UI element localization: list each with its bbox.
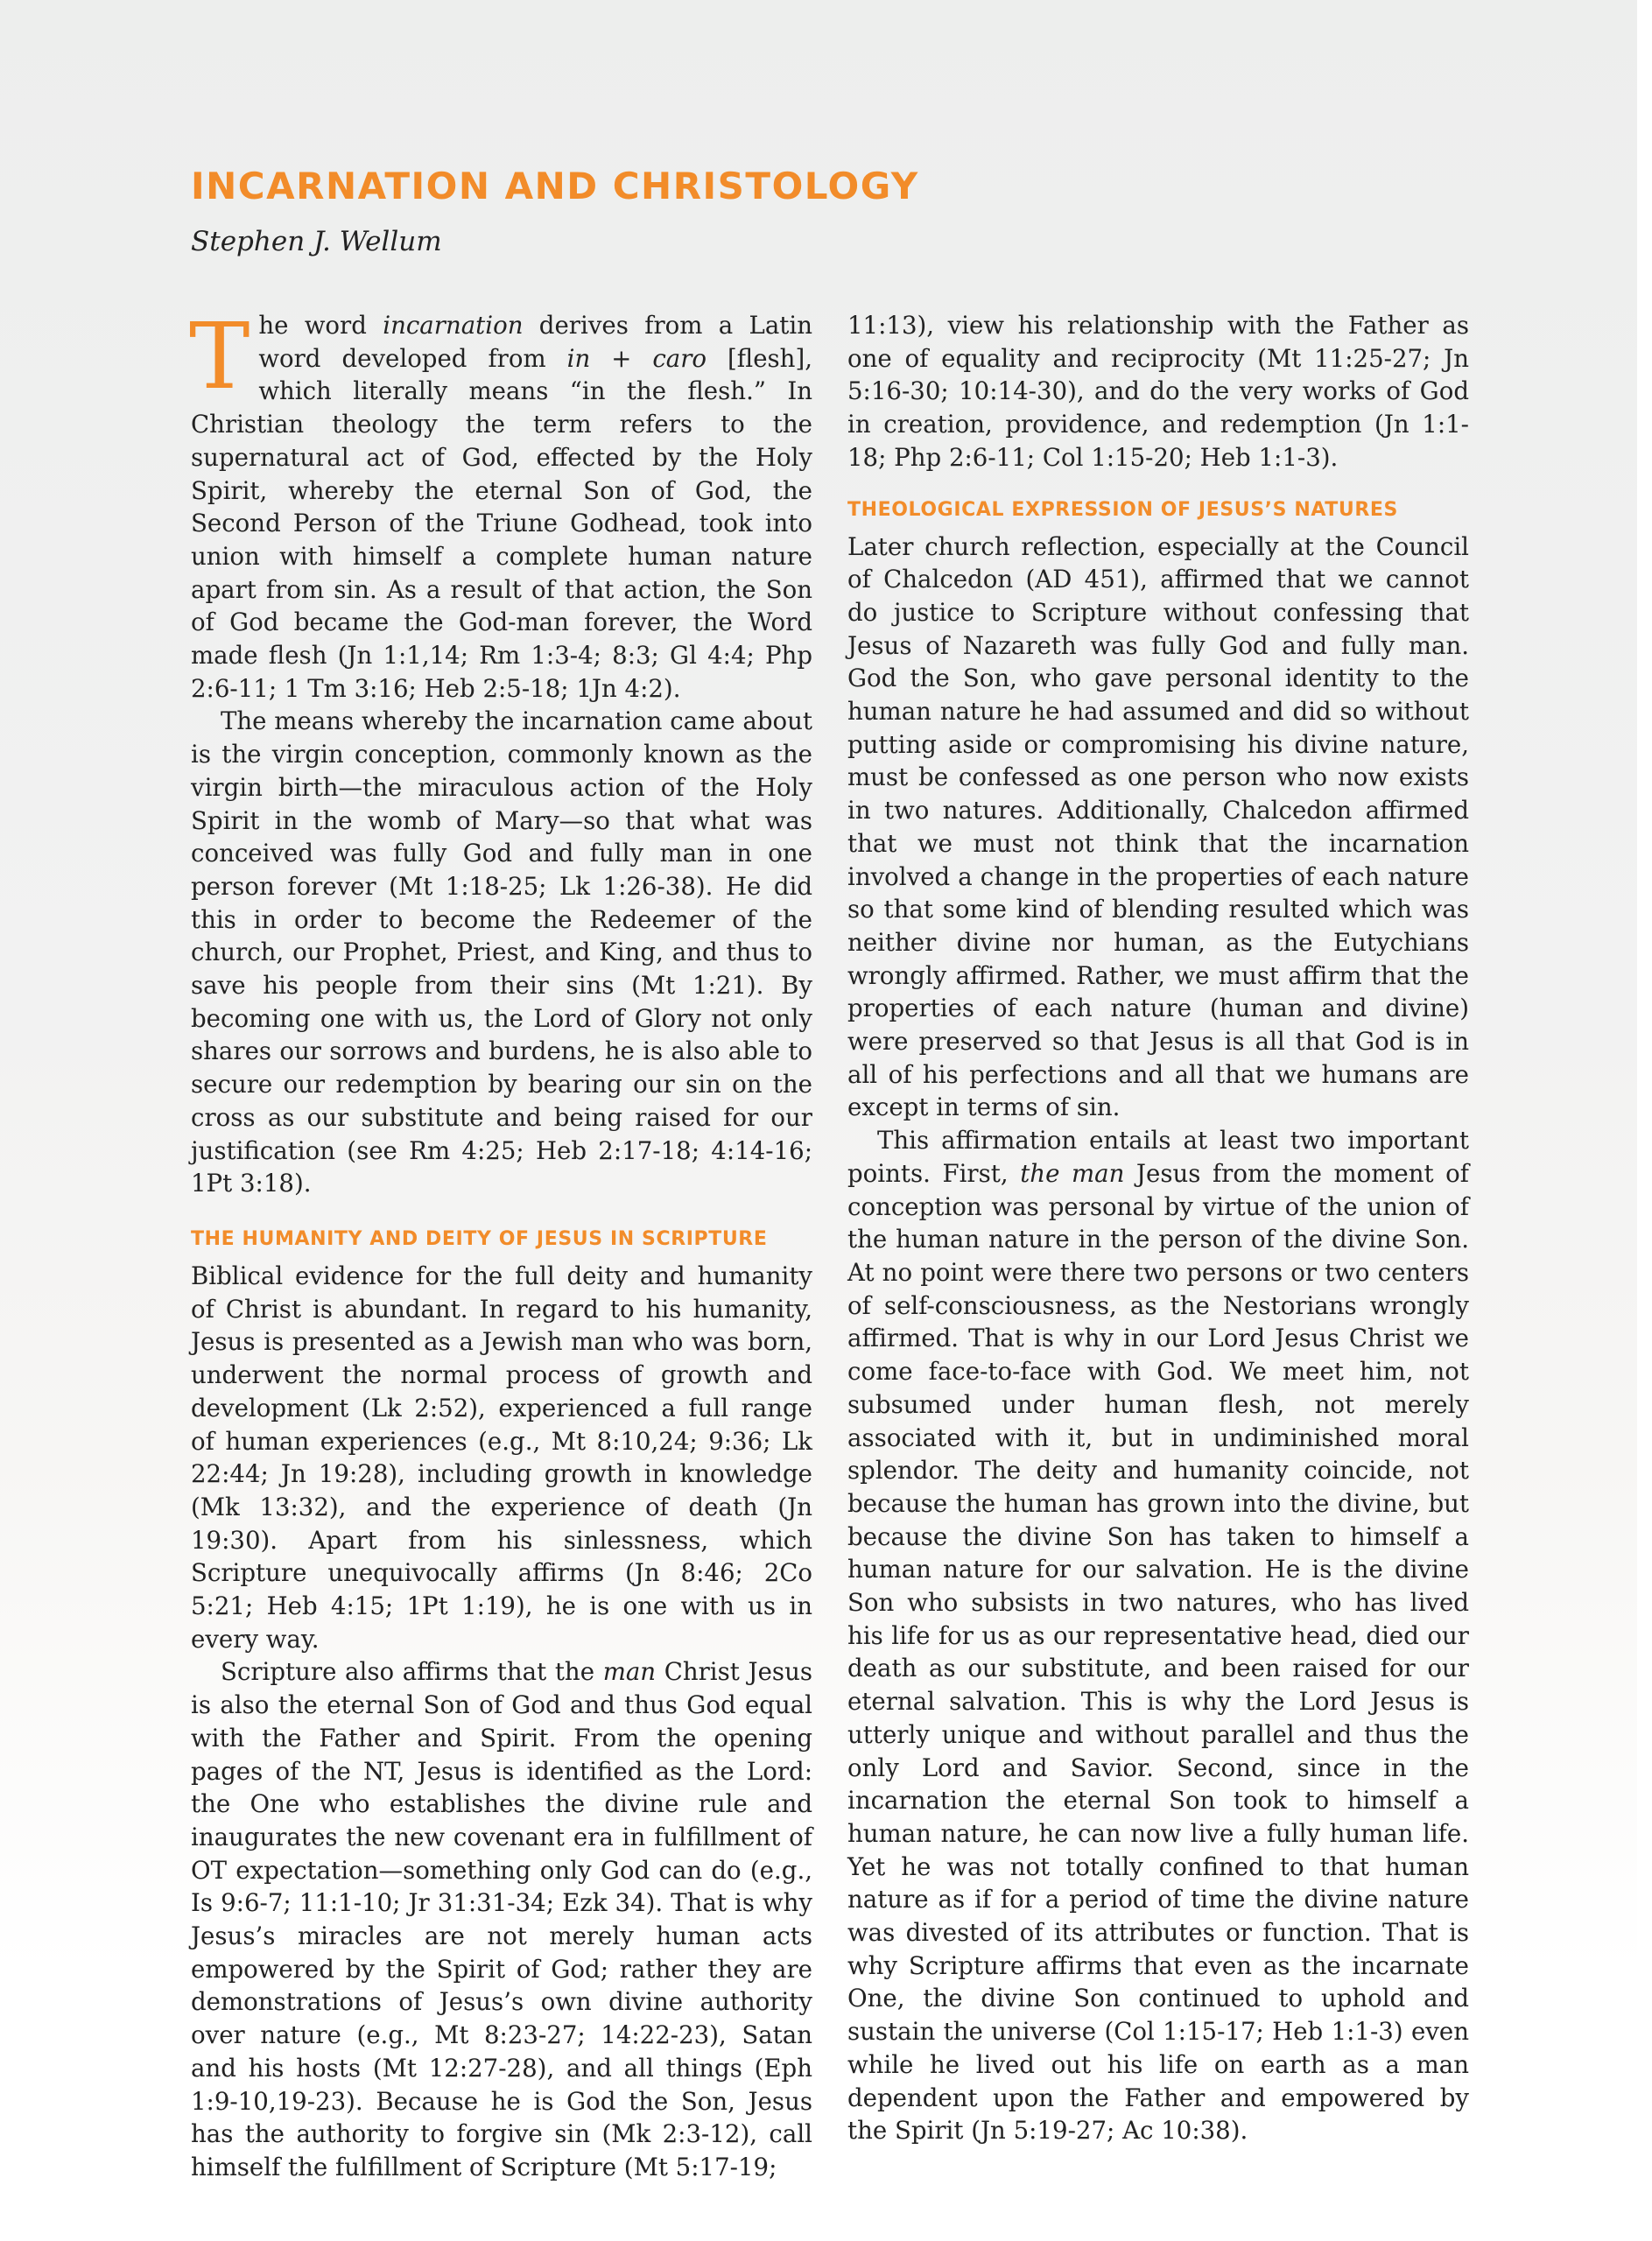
body-paragraph: Biblical evidence for the full deity and humanity of Christ is abundant. In regard to his humanity, Jesus is presented as a Jewish man who was born, underwent the normal process of growth and development (Lk 2:52), experienced a full range of human experiences (e.g., Mt 8:10,24; 9:36; Lk 22:44; Jn 19:28), including growth in knowledge (Mk 13:32), and the experience of death (Jn 19:30). Apart from his sinlessness, which Scripture unequivocally affirms (Jn 8:46; 2Co 5:21; Heb 4:15; 1Pt 1:19), he is one with us in every way. xyxy=(191,1261,812,1654)
italic-term: the man xyxy=(1020,1158,1125,1188)
article-author: Stephen J. Wellum xyxy=(191,226,442,257)
body-paragraph xyxy=(847,1124,1469,2147)
italic-term: in + caro xyxy=(566,343,707,373)
text-run: Christ Jesus is also the eternal Son of God and thus God equal with the Father and Spirit. From the opening pages of the NT, Jesus is identified as the Lord: the One who establishes the divine rule and inaugurates the new covenant era in fulfillment of OT expectation—something only God can do (e.g., Is 9:6-7; 11:1-10; Jr 31:31-34; Ezk 34). That is why Jesus’s miracles are not merely human acts empowered by the Spirit of God; rather they are demonstrations of Jesus’s own divine authority over nature (e.g., Mt 8:23-27; 14:22-23), Satan and his hosts (Mt 12:27-28), and all things (Eph 1:9-10,19-23). Because he is God the Son, Jesus has the authority to forgive sin (Mk 2:3-12), call himself the fulfillment of Scripture (Mt 5:17-19; xyxy=(191,1657,813,2181)
italic-term: man xyxy=(602,1657,657,1687)
body-paragraph: Later church reflection, especially at the Council of Chalcedon (AD 451), affirmed that we cannot do justice to Scripture without confessing that Jesus of Nazareth was fully God and fully man. God the Son, who gave personal identity to the human nature he had assumed and did so without putting aside or compromising his divine nature, must be confessed as one person who now exists in two natures. Additionally, Chalcedon affirmed that we must not think that the incarnation involved a change in the properties of each nature so that some kind of blending resulted which was neither divine nor human, as the Eutychians wrongly affirmed. Rather, we must affirm that the properties of each nature (human and divine) were preserved so that Jesus is all that God is in all of his perfections and all that we humans are except in terms of sin. xyxy=(847,531,1469,1122)
body-paragraph: The means whereby the incarnation came about is the virgin conception, commonly known as the virgin birth—the miraculous action of the Holy Spirit in the womb of Mary—so that what was conceived was fully God and fully man in one person forever (Mt 1:18-25; Lk 1:26-38). He did this in order to become the Redeemer of the church, our Prophet, Priest, and King, and thus to save his people from their sins (Mt 1:21). By becoming one with us, the Lord of Glory not only shares our sorrows and burdens, he is also able to secure our redemption by bearing our sin on the cross as our substitute and being raised for our justification (see Rm 4:25; Heb 2:17-18; 4:14-16; 1Pt 3:18). xyxy=(191,706,812,1198)
intro-paragraph xyxy=(189,303,812,705)
text-run: [flesh], which literally means “in the flesh.” In Christian theology the term refers to the supernatural act of God, effected by the Holy Spirit, whereby the eternal Son of God, the Second Person of the Triune Godhead, took into union with himself a complete human nature apart from sin. As a result of that action, the Son of God became the God-man forever, the Word made flesh (Jn 1:1,14; Rm 1:3-4; 8:3; Gl 4:4; Php 2:6-11; 1 Tm 3:16; Heb 2:5-18; 1Jn 4:2). xyxy=(191,343,812,703)
drop-cap: T xyxy=(189,303,250,410)
left-column xyxy=(189,303,813,2184)
article-title: INCARNATION AND CHRISTOLOGY xyxy=(191,165,919,207)
text-run: derives from a Latin word developed from xyxy=(258,311,812,373)
text-run: Scripture also affirms that the xyxy=(221,1657,603,1687)
text-run: Jesus from the moment of conception was personal by virtue of the union of the human nature in the person of the divine Son. At no point were there two persons or two centers of self-consciousness, as the Nestorians wrongly affirmed. That is why in our Lord Jesus Christ we come face-to-face with God. We meet him, not subsumed under human flesh, not merely associated with it, but in undiminished moral splendor. The deity and humanity coincide, not because the human has grown into the divine, but because the divine Son has taken to himself a human nature for our salvation. He is the divine Son who subsists in two natures, who has lived his life for us as our representative head, died our death as our substitute, and been raised for our eternal salvation. This is why the Lord Jesus is utterly unique and without parallel and thus the only Lord and Savior. Second, since in the incarnation the eternal Son took to himself a human nature, he can now live a fully human life. Yet he was not totally confined to that human nature as if for a period of time the divine nature was divested of its attributes or function. That is why Scripture affirms that even as the incarnate One, the divine Son continued to uphold and sustain the universe (Col 1:15-17; Heb 1:1-3) even while he lived out his life on earth as a man dependent upon the Father and empowered by the Spirit (Jn 5:19-27; Ac 10:38). xyxy=(847,1158,1469,2146)
body-paragraph: 11:13), view his relationship with the Father as one of equality and reciprocity (Mt 11:25-27; Jn 5:16-30; 10:14-30), and do the very works of God in creation, providence, and redemption (Jn 1:1-18; Php 2:6-11; Col 1:15-20; Heb 1:1-3). xyxy=(847,311,1469,472)
italic-term: incarnation xyxy=(383,311,524,340)
section-heading: THE HUMANITY AND DEITY OF JESUS IN SCRIPTURE xyxy=(191,1227,768,1250)
text-run: he word xyxy=(258,311,383,340)
section-heading: THEOLOGICAL EXPRESSION OF JESUS’S NATURES xyxy=(847,498,1398,521)
text-run: This affirmation entails at least two important points. First, xyxy=(847,1126,1469,1188)
right-column xyxy=(847,309,1469,2147)
body-paragraph xyxy=(191,1655,812,2183)
